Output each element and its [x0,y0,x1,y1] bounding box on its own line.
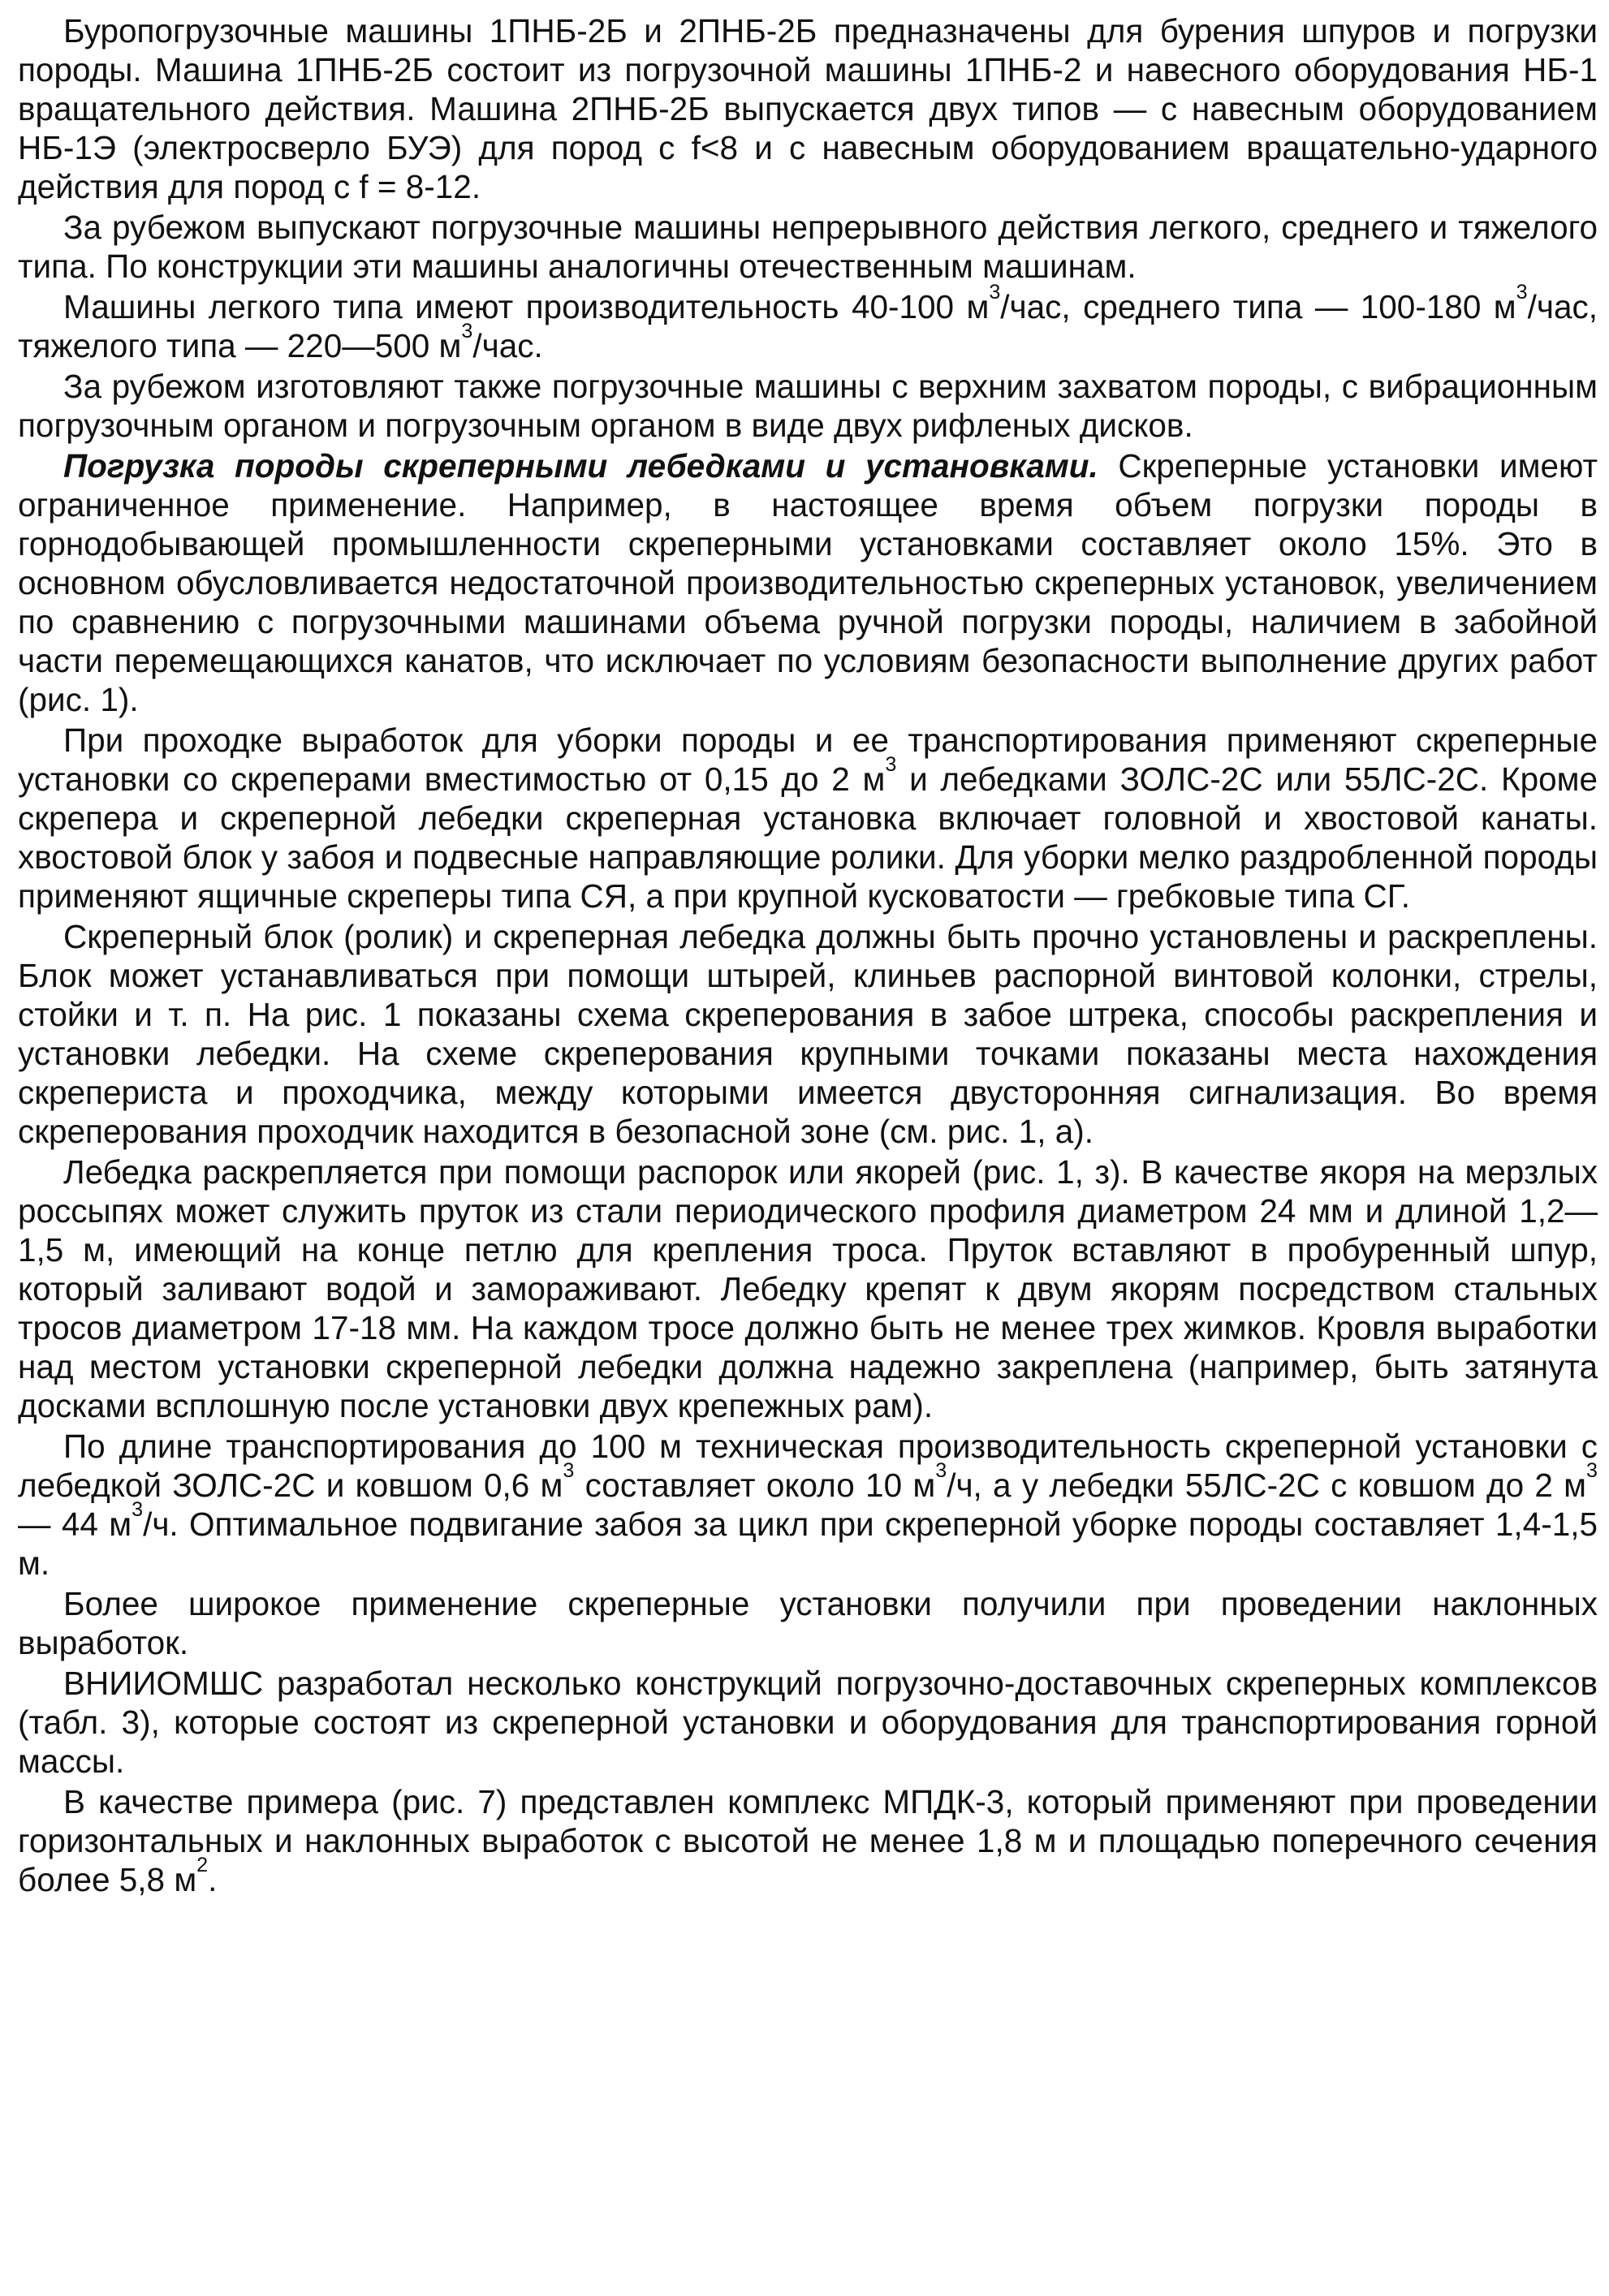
paragraph-text: По длине транспортирования до 100 м техническая производительность скреперной установки с лебедкой ЗОЛС-2С и ковшом 0,6 м [18,1428,1598,1504]
body-paragraph [18,208,1598,286]
paragraph-text: /час. [472,327,543,364]
paragraph-text: /ч. Оптимальное подвигание забоя за цикл при скреперной уборке породы составляет 1,4-1,5 м. [18,1506,1598,1582]
paragraph-text: — 44 м [18,1506,132,1543]
paragraph-text: . [208,1861,218,1898]
superscript-exponent: 3 [132,1498,144,1522]
paragraph-text: Машины легкого типа имеют производительность 40-100 м [63,288,990,325]
body-paragraph [18,1584,1598,1662]
superscript-exponent: 3 [885,753,897,777]
paragraph-text: В качестве примера (рис. 7) представлен комплекс МПДК-3, который применяют при проведении горизонтальных и наклонных выработок с высотой не менее 1,8 м и площадью поперечного сечения более 5,8 м [18,1783,1598,1898]
paragraph-text: составляет около 10 м [574,1467,936,1504]
superscript-exponent: 3 [1516,281,1528,304]
body-paragraph [18,446,1598,719]
superscript-exponent: 3 [461,320,473,343]
paragraph-text: Буропогрузочные машины 1ПНБ-2Б и 2ПНБ-2Б предназначены для бурения шпуров и погрузки породы. Машина 1ПНБ-2Б состоит из погрузочной машины 1ПНБ-2 и навесного оборудования НБ-1 вращательного действия. Машина 2ПНБ-2Б выпускается двух типов — с навесным оборудованием НБ-1Э (электросверло БУЭ) для пород с f<8 и с навесным оборудованием вращательно-ударного действия для пород с f = 8-12. [18,12,1598,205]
body-paragraph [18,281,1598,365]
paragraph-text: За рубежом изготовляют также погрузочные машины с верхним захватом породы, с вибрационным погрузочным органом и погрузочным органом в виде двух рифленых дисков. [18,368,1598,444]
paragraph-text: Скреперные установки имеют ограниченное применение. Например, в настоящее время объем погрузки породы в горнодобывающей промышленности скреперными установками составляет около 15%. Это в основном обусловливается недостаточной производительностью скреперных установок, увеличением по сравнению с погрузочными машинами объема ручной погрузки породы, наличием в забойной части перемещающихся канатов, что исключает по условиям безопасности выполнение других работ (рис. 1). [18,447,1598,718]
paragraph-text: /час, среднего типа — 100-180 м [1000,288,1516,325]
paragraph-text: Более широкое применение скреперные установки получили при проведении наклонных выработок. [18,1585,1598,1661]
body-paragraph [18,1427,1598,1583]
body-paragraph [18,11,1598,206]
paragraph-text: /час, тяжелого типа — 220—500 м [18,288,1598,364]
superscript-exponent: 2 [196,1854,209,1877]
superscript-exponent: 3 [935,1459,947,1483]
paragraph-text: Лебедка раскрепляется при помощи распорок или якорей (рис. 1, з). В качестве якоря на мерзлых россыпях может служить пруток из стали периодического профиля диаметром 24 мм и длиной 1,2—1,5 м, имеющий на конце петлю для крепления троса. Пруток вставляют в пробуренный шпур, который заливают водой и замораживают. Лебедку крепят к двум якорям посредством стальных тросов диаметром 17-18 мм. На каждом тросе должно быть не менее трех жимков. Кровля выработки над местом установки скреперной лебедки должна надежно закреплена (например, быть затянута досками всплошную после установки двух крепежных рам). [18,1153,1598,1424]
paragraph-text: /ч, а у лебедки 55ЛС-2С с ковшом до 2 м [947,1467,1587,1504]
superscript-exponent: 3 [989,281,1001,304]
body-paragraph [18,1152,1598,1425]
paragraph-text: Скреперный блок (ролик) и скреперная лебедка должны быть прочно установлены и раскреплены. Блок может устанавливаться при помощи штырей, клиньев распорной винтовой колонки, стрелы, стойки и т. п. На рис. 1 показаны схема скреперования в забое штрека, способы раскрепления и установки лебедки. На схеме скреперования крупными точками показаны места нахождения скрепериста и проходчика, между которыми имеется двусторонняя сигнализация. Во время скреперования проходчик находится в безопасной зоне (см. рис. 1, а). [18,918,1598,1150]
superscript-exponent: 3 [563,1459,575,1483]
body-paragraph [18,917,1598,1151]
section-lead-heading: Погрузка породы скреперными лебедками и установками. [63,447,1098,485]
paragraph-text: При проходке выработок для уборки породы и ее транспортирования применяют скреперные установки со скреперами вместимостью от 0,15 до 2 м [18,722,1598,798]
body-paragraph [18,367,1598,445]
superscript-exponent: 3 [1586,1459,1598,1483]
paragraph-text: ВНИИОМШС разработал несколько конструкций погрузочно-доставочных скреперных комплексов (табл. 3), которые состоят из скреперной установки и оборудования для транспортирования горной массы. [18,1665,1598,1780]
body-paragraph [18,721,1598,915]
paragraph-text: За рубежом выпускают погрузочные машины непрерывного действия легкого, среднего и тяжелого типа. По конструкции эти машины аналогичны отечественным машинам. [18,209,1598,285]
paragraph-text: и лебедками ЗОЛС-2С или 55ЛС-2С. Кроме скрепера и скреперной лебедки скреперная установка включает головной и хвостовой канаты. хвостовой блок у забоя и подвесные направляющие ролики. Для уборки мелко раздробленной породы применяют ящичные скреперы типа СЯ, а при крупной кусковатости — гребковые типа СГ. [18,760,1598,915]
body-paragraph [18,1782,1598,1899]
body-paragraph [18,1664,1598,1781]
